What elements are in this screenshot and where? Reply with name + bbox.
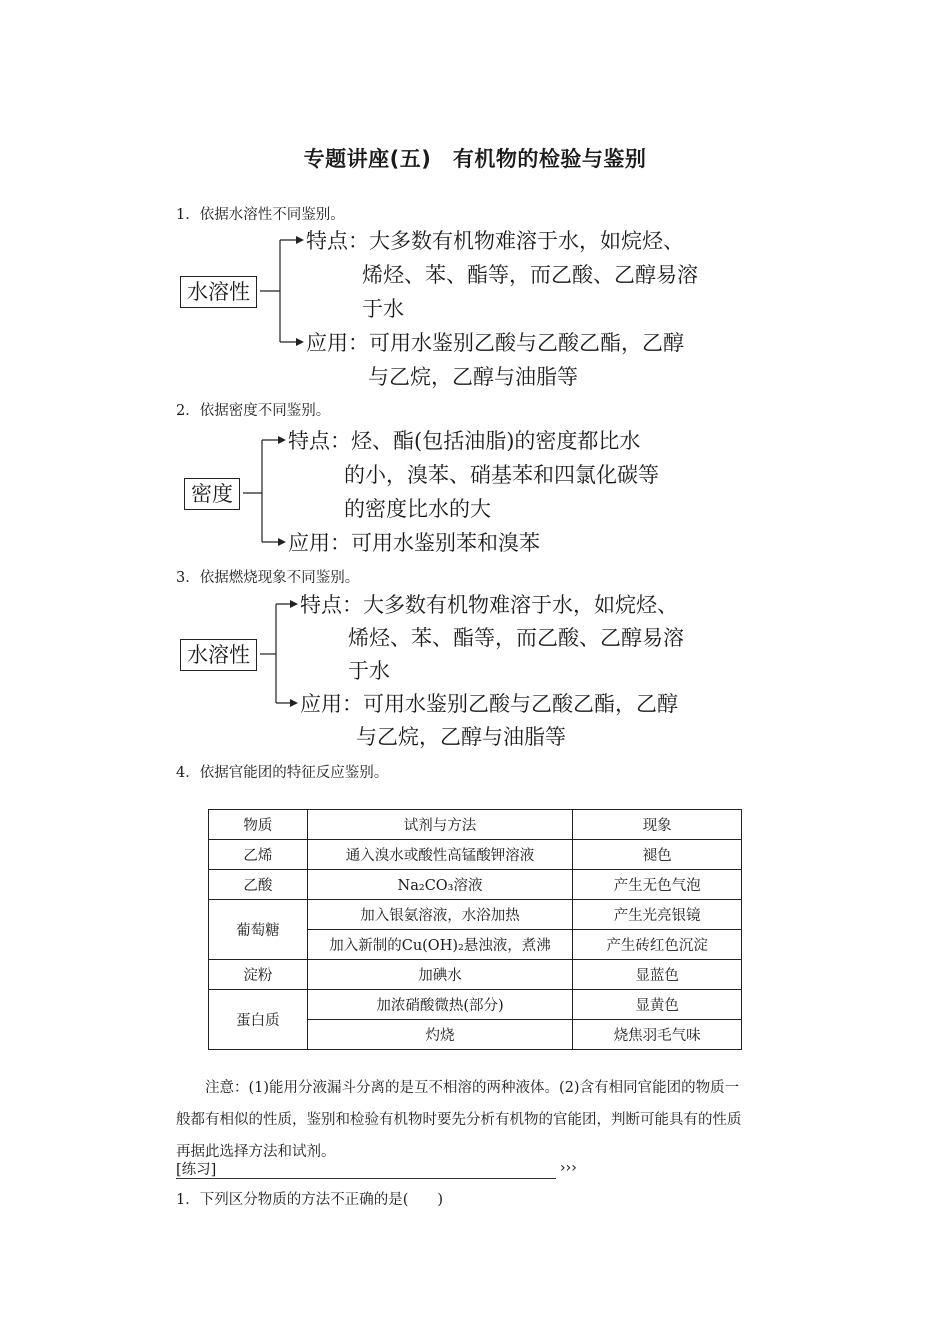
- section-1-box: 水溶性: [180, 276, 257, 308]
- section-1-use-line-1: 应用：可用水鉴别乙酸与乙酸乙酯，乙醇: [306, 331, 684, 355]
- table-cell: 加入银氨溶液，水浴加热: [307, 900, 573, 930]
- table-cell: 通入溴水或酸性高锰酸钾溶液: [307, 840, 573, 870]
- table-cell: 显蓝色: [573, 960, 742, 990]
- table-header-cell: 物质: [209, 810, 308, 840]
- table-row: [209, 870, 742, 900]
- table-cell: 烧焦羽毛气味: [573, 1020, 742, 1050]
- section-4-heading: 4．依据官能团的特征反应鉴别。: [176, 765, 389, 781]
- page-title: 专题讲座(五) 有机物的检验与鉴别: [303, 147, 647, 171]
- note-line: 般都有相似的性质，鉴别和检验有机物时要先分析有机物的官能团，判断可能具有的性质: [176, 1112, 742, 1128]
- table-cell: 产生无色气泡: [573, 870, 742, 900]
- table-cell: 褪色: [573, 840, 742, 870]
- note-paragraph: [176, 1072, 808, 1168]
- note-line: 再据此选择方法和试剂。: [176, 1144, 336, 1160]
- table-row: [209, 990, 742, 1020]
- section-3-feature-line-3: 于水: [348, 659, 390, 683]
- table-cell: 产生光亮银镜: [573, 900, 742, 930]
- section-3-feature-line-2: 烯烃、苯、酯等，而乙酸、乙醇易溶: [348, 626, 684, 650]
- reaction-table: [208, 809, 742, 1050]
- practice-divider: [176, 1178, 556, 1179]
- table-cell: 乙烯: [209, 840, 308, 870]
- practice-label: [练习]: [176, 1162, 217, 1178]
- table-header-cell: 试剂与方法: [307, 810, 573, 840]
- chevrons-icon: ›››: [560, 1160, 577, 1176]
- section-2-feature-line-2: 的小，溴苯、硝基苯和四氯化碳等: [344, 463, 659, 487]
- table-row: [209, 960, 742, 990]
- section-2-feature-line-1: 特点：烃、酯(包括油脂)的密度都比水: [288, 429, 641, 453]
- table-cell: Na₂CO₃溶液: [307, 870, 573, 900]
- section-3-box: 水溶性: [180, 639, 257, 671]
- section-1-heading: 1．依据水溶性不同鉴别。: [176, 207, 345, 223]
- section-2-heading: 2．依据密度不同鉴别。: [176, 403, 331, 419]
- table-header-row: [209, 810, 742, 840]
- table-cell: 灼烧: [307, 1020, 573, 1050]
- table-cell: 产生砖红色沉淀: [573, 930, 742, 960]
- section-3-use-line-1: 应用：可用水鉴别乙酸与乙酸乙酯，乙醇: [300, 692, 678, 716]
- section-3-use-line-2: 与乙烷，乙醇与油脂等: [356, 725, 566, 749]
- section-1-use-line-2: 与乙烷，乙醇与油脂等: [368, 365, 578, 389]
- section-3-feature-line-1: 特点：大多数有机物难溶于水，如烷烃、: [300, 593, 678, 617]
- table-cell: 蛋白质: [209, 990, 308, 1050]
- note-line: 注意：(1)能用分液漏斗分离的是互不相溶的两种液体。(2)含有相同官能团的物质一: [176, 1080, 740, 1096]
- table-cell: 加碘水: [307, 960, 573, 990]
- table-row: [209, 900, 742, 930]
- table-row: [209, 840, 742, 870]
- table-cell: 葡萄糖: [209, 900, 308, 960]
- section-1-feature-line-2: 烯烃、苯、酯等，而乙酸、乙醇易溶: [362, 263, 698, 287]
- section-2-use-line-1: 应用：可用水鉴别苯和溴苯: [288, 531, 540, 555]
- table-cell: 加浓硝酸微热(部分): [307, 990, 573, 1020]
- section-1-feature-line-3: 于水: [362, 297, 404, 321]
- table-cell: 淀粉: [209, 960, 308, 990]
- section-1-feature-line-1: 特点：大多数有机物难溶于水，如烷烃、: [306, 229, 684, 253]
- section-3-heading: 3．依据燃烧现象不同鉴别。: [176, 570, 360, 586]
- section-2-box: 密度: [184, 478, 240, 510]
- table-cell: 乙酸: [209, 870, 308, 900]
- question-1: 1．下列区分物质的方法不正确的是( ): [176, 1192, 444, 1208]
- table-cell: 显黄色: [573, 990, 742, 1020]
- table-header-cell: 现象: [573, 810, 742, 840]
- table-cell: 加入新制的Cu(OH)₂悬浊液，煮沸: [307, 930, 573, 960]
- section-2-feature-line-3: 的密度比水的大: [344, 497, 491, 521]
